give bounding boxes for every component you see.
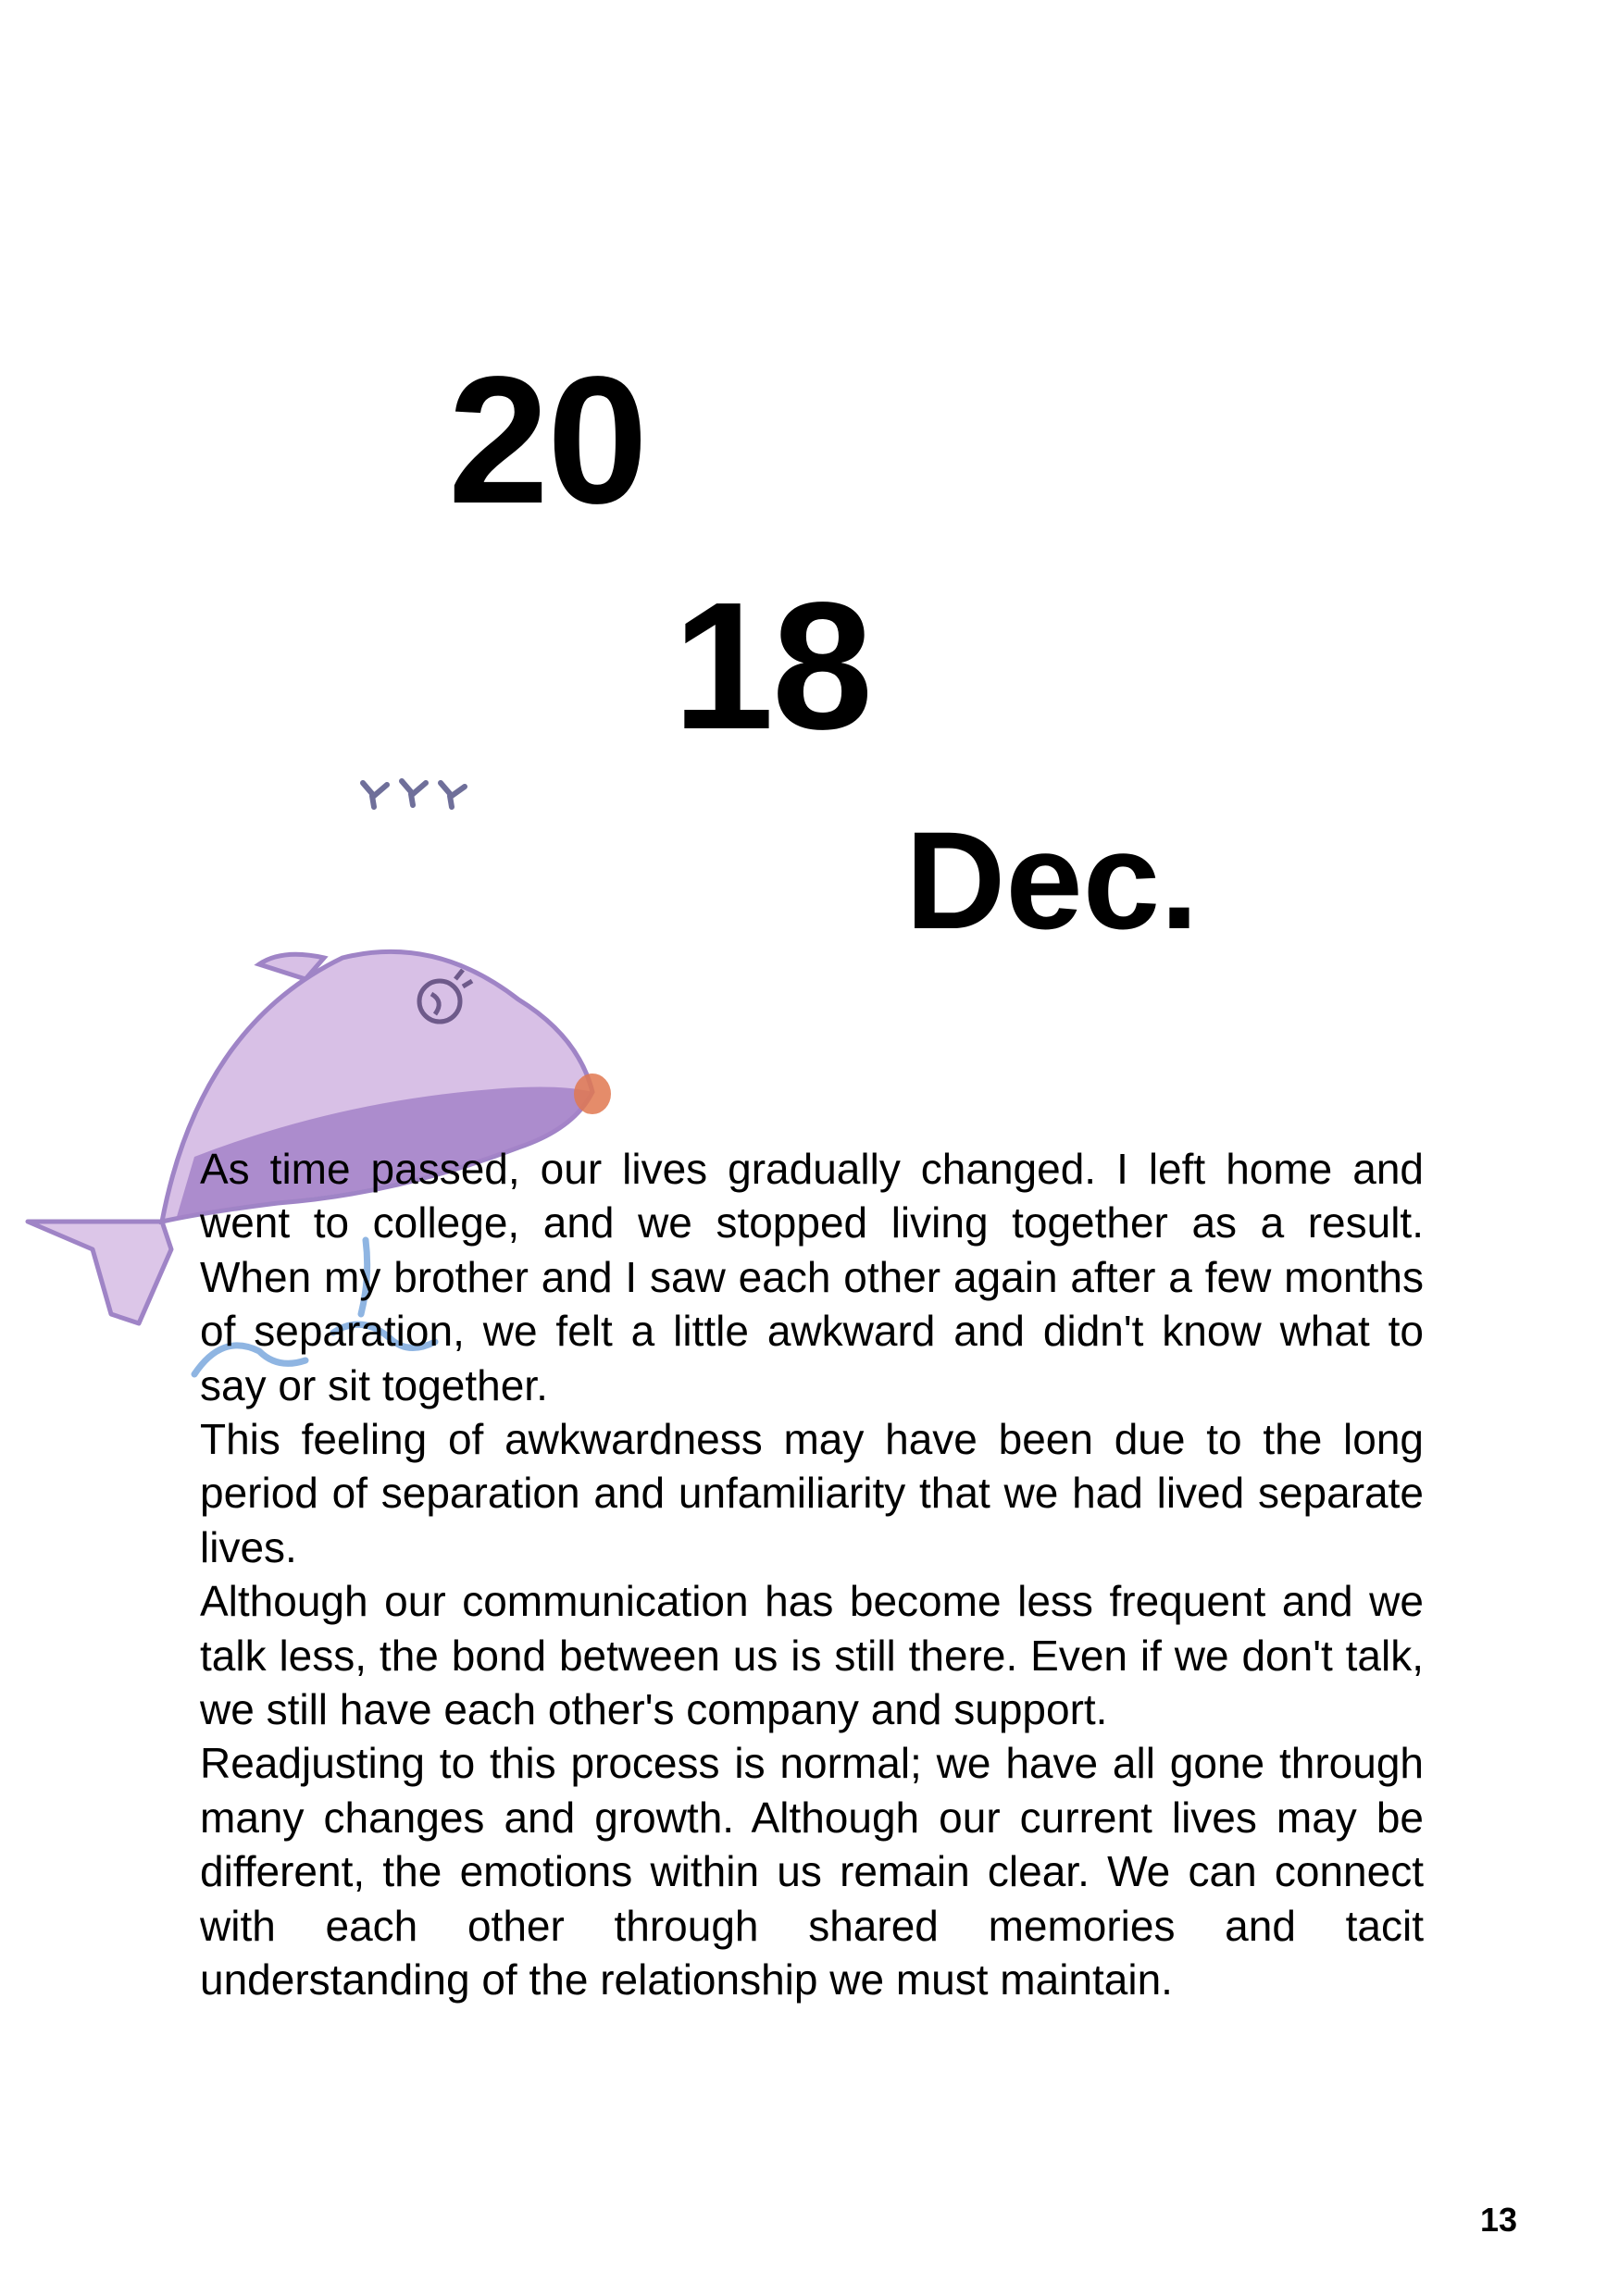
paragraph: Readjusting to this process is normal; we have all gone through many changes and growth. Although our current lives may be different, the emotions within us remain clear. We can connect with each other through shared memories and tacit understanding of the relationship we must maintain. bbox=[200, 1739, 1424, 2004]
page-number: 13 bbox=[1479, 2201, 1517, 2239]
date-year-second: 18 bbox=[673, 565, 872, 767]
paragraph: Although our communication has become less frequent and we talk less, the bond between us is still there. Even if we don't talk, we still have each other's company and support. bbox=[200, 1577, 1424, 1734]
paragraph: This feeling of awkwardness may have been due to the long period of separation and unfamiliarity that we had lived separate lives. bbox=[200, 1415, 1424, 1571]
body-text bbox=[200, 1142, 1424, 2007]
date-year-first: 20 bbox=[448, 339, 647, 541]
whale-tail bbox=[28, 1222, 171, 1323]
birds-icon bbox=[363, 781, 465, 807]
date-month: Dec. bbox=[905, 802, 1199, 958]
whale-cheek bbox=[574, 1074, 611, 1114]
paragraph: As time passed, our lives gradually changed. I left home and went to college, and we stopped living together as a result. When my brother and I saw each other again after a few months of separation, we felt a little awkward and didn't know what to say or sit together. bbox=[200, 1145, 1424, 1409]
